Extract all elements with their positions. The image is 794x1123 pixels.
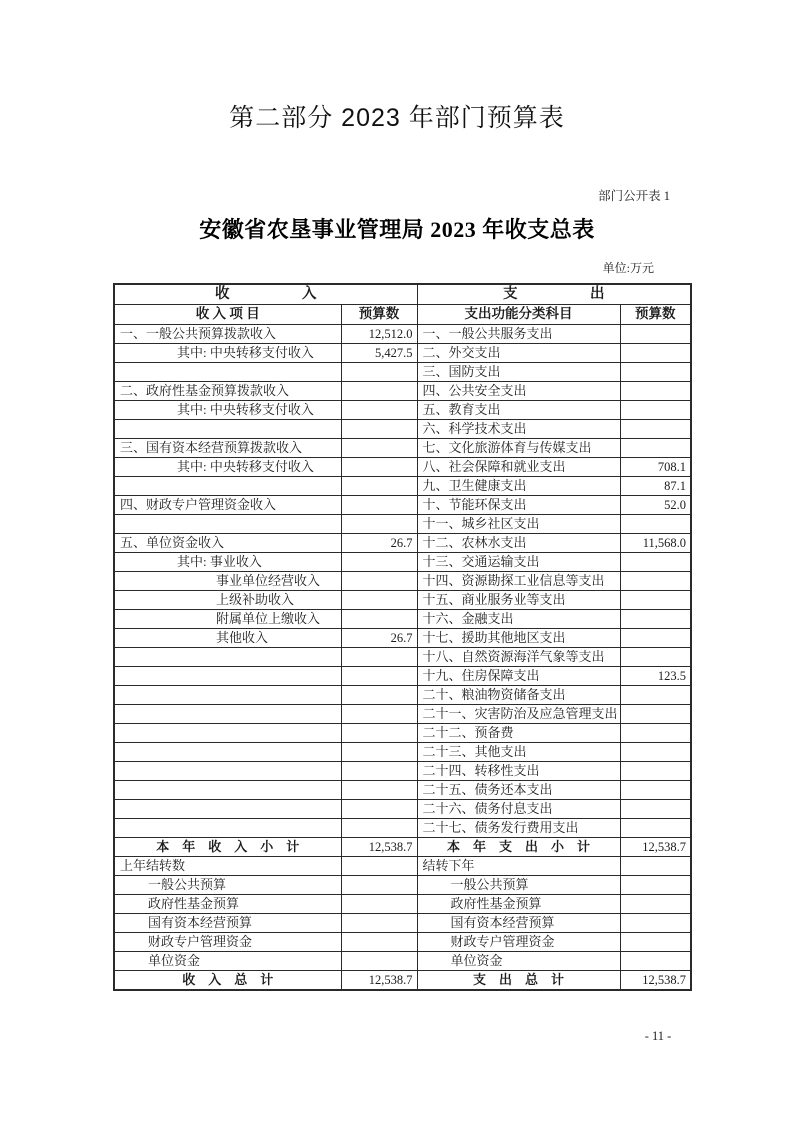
income-budget-cell bbox=[341, 609, 417, 628]
expense-item-cell: 二十七、债务发行费用支出 bbox=[417, 818, 620, 837]
table-row bbox=[114, 913, 691, 932]
income-budget-cell bbox=[341, 457, 417, 476]
income-budget-cell bbox=[341, 476, 417, 495]
income-item-cell bbox=[114, 704, 341, 723]
income-budget-cell bbox=[341, 742, 417, 761]
table-row bbox=[114, 514, 691, 533]
expense-budget-cell bbox=[620, 609, 691, 628]
expense-budget-cell: 123.5 bbox=[620, 666, 691, 685]
income-budget-cell bbox=[341, 666, 417, 685]
expense-item-cell: 十、节能环保支出 bbox=[417, 495, 620, 514]
expense-item-cell: 二十二、预备费 bbox=[417, 723, 620, 742]
table-row bbox=[114, 438, 691, 457]
income-item-cell: 上级补助收入 bbox=[114, 590, 341, 609]
table-row bbox=[114, 894, 691, 913]
income-budget-cell: 12,512.0 bbox=[341, 324, 417, 343]
expense-item-cell: 支 出 总 计 bbox=[417, 970, 620, 990]
expense-item-cell: 六、科学技术支出 bbox=[417, 419, 620, 438]
expense-item-cell: 十九、住房保障支出 bbox=[417, 666, 620, 685]
income-budget-cell bbox=[341, 894, 417, 913]
income-budget-cell bbox=[341, 875, 417, 894]
expense-item-cell: 一般公共预算 bbox=[417, 875, 620, 894]
income-item-cell bbox=[114, 742, 341, 761]
income-budget-cell bbox=[341, 381, 417, 400]
expense-group-header: 支 出 bbox=[417, 284, 691, 304]
expense-budget-cell bbox=[620, 400, 691, 419]
income-budget-cell bbox=[341, 419, 417, 438]
income-budget-cell bbox=[341, 818, 417, 837]
expense-budget-cell bbox=[620, 628, 691, 647]
table-row bbox=[114, 951, 691, 970]
expense-budget-cell: 708.1 bbox=[620, 457, 691, 476]
expense-budget-cell bbox=[620, 438, 691, 457]
expense-budget-cell bbox=[620, 343, 691, 362]
expense-budget-cell bbox=[620, 324, 691, 343]
income-budget-cell bbox=[341, 932, 417, 951]
expense-item-cell: 二十三、其他支出 bbox=[417, 742, 620, 761]
table-row bbox=[114, 495, 691, 514]
income-item-cell bbox=[114, 818, 341, 837]
table-row bbox=[114, 609, 691, 628]
income-item-cell bbox=[114, 761, 341, 780]
table-row bbox=[114, 628, 691, 647]
unit-note: 单位:万元 bbox=[602, 261, 654, 275]
income-budget-cell: 12,538.7 bbox=[341, 837, 417, 856]
budget-table-body bbox=[114, 324, 691, 990]
income-item-cell: 其中: 中央转移支付收入 bbox=[114, 400, 341, 419]
income-item-cell: 其中: 中央转移支付收入 bbox=[114, 457, 341, 476]
income-item-cell: 事业单位经营收入 bbox=[114, 571, 341, 590]
income-budget-cell bbox=[341, 856, 417, 875]
expense-budget-cell bbox=[620, 856, 691, 875]
table-row bbox=[114, 932, 691, 951]
expense-budget-cell bbox=[620, 704, 691, 723]
income-item-cell: 一、一般公共预算拨款收入 bbox=[114, 324, 341, 343]
income-budget-cell bbox=[341, 951, 417, 970]
subtotal-row bbox=[114, 837, 691, 856]
income-budget-cell bbox=[341, 552, 417, 571]
income-budget-cell bbox=[341, 799, 417, 818]
expense-item-cell: 十四、资源勘探工业信息等支出 bbox=[417, 571, 620, 590]
expense-item-cell: 十三、交通运输支出 bbox=[417, 552, 620, 571]
table-row bbox=[114, 457, 691, 476]
expense-item-cell: 四、公共安全支出 bbox=[417, 381, 620, 400]
expense-budget-cell bbox=[620, 590, 691, 609]
budget-table-header bbox=[114, 284, 691, 324]
income-budget-cell bbox=[341, 495, 417, 514]
expense-budget-cell bbox=[620, 647, 691, 666]
table-row bbox=[114, 666, 691, 685]
income-budget-cell: 12,538.7 bbox=[341, 970, 417, 990]
income-item-cell bbox=[114, 685, 341, 704]
table-row bbox=[114, 362, 691, 381]
table-row bbox=[114, 343, 691, 362]
income-item-cell: 其中: 中央转移支付收入 bbox=[114, 343, 341, 362]
table-row bbox=[114, 856, 691, 875]
expense-budget-cell bbox=[620, 742, 691, 761]
expense-budget-cell bbox=[620, 514, 691, 533]
table-row bbox=[114, 799, 691, 818]
expense-item-cell: 单位资金 bbox=[417, 951, 620, 970]
income-budget-cell bbox=[341, 704, 417, 723]
income-item-cell: 其他收入 bbox=[114, 628, 341, 647]
table-title: 安徽省农垦事业管理局 2023 年收支总表 bbox=[199, 217, 595, 242]
expense-budget-cell bbox=[620, 951, 691, 970]
income-item-cell bbox=[114, 780, 341, 799]
table-row bbox=[114, 875, 691, 894]
income-budget-cell bbox=[341, 438, 417, 457]
income-item-cell: 五、单位资金收入 bbox=[114, 533, 341, 552]
income-item-cell bbox=[114, 362, 341, 381]
expense-item-column-header: 支出功能分类科目 bbox=[417, 304, 620, 324]
expense-budget-cell bbox=[620, 419, 691, 438]
income-item-cell: 三、国有资本经营预算拨款收入 bbox=[114, 438, 341, 457]
page-number: - 11 - bbox=[644, 1029, 672, 1043]
income-budget-cell bbox=[341, 685, 417, 704]
table-row bbox=[114, 647, 691, 666]
expense-item-cell: 二十四、转移性支出 bbox=[417, 761, 620, 780]
income-budget-cell bbox=[341, 362, 417, 381]
expense-item-cell: 二十、粮油物资储备支出 bbox=[417, 685, 620, 704]
expense-item-cell: 九、卫生健康支出 bbox=[417, 476, 620, 495]
expense-budget-cell bbox=[620, 571, 691, 590]
table-row bbox=[114, 324, 691, 343]
table-row bbox=[114, 704, 691, 723]
expense-item-cell: 七、文化旅游体育与传媒支出 bbox=[417, 438, 620, 457]
expense-budget-cell bbox=[620, 913, 691, 932]
table-row bbox=[114, 400, 691, 419]
income-item-cell bbox=[114, 723, 341, 742]
column-header-row bbox=[114, 304, 691, 324]
expense-item-cell: 国有资本经营预算 bbox=[417, 913, 620, 932]
expense-item-cell: 十八、自然资源海洋气象等支出 bbox=[417, 647, 620, 666]
expense-budget-cell bbox=[620, 875, 691, 894]
income-item-cell: 单位资金 bbox=[114, 951, 341, 970]
income-item-cell: 上年结转数 bbox=[114, 856, 341, 875]
expense-budget-cell bbox=[620, 761, 691, 780]
expense-budget-cell bbox=[620, 552, 691, 571]
income-item-column-header: 收 入 项 目 bbox=[114, 304, 341, 324]
table-row bbox=[114, 780, 691, 799]
section-title: 第二部分 2023 年部门预算表 bbox=[229, 104, 565, 132]
income-budget-cell bbox=[341, 400, 417, 419]
expense-item-cell: 二十一、灾害防治及应急管理支出 bbox=[417, 704, 620, 723]
table-label: 部门公开表 1 bbox=[598, 189, 670, 203]
expense-item-cell: 十五、商业服务业等支出 bbox=[417, 590, 620, 609]
table-row bbox=[114, 381, 691, 400]
table-row bbox=[114, 742, 691, 761]
expense-item-cell: 五、教育支出 bbox=[417, 400, 620, 419]
expense-item-cell: 结转下年 bbox=[417, 856, 620, 875]
expense-item-cell: 十一、城乡社区支出 bbox=[417, 514, 620, 533]
income-budget-cell bbox=[341, 723, 417, 742]
table-row bbox=[114, 723, 691, 742]
income-budget-cell: 5,427.5 bbox=[341, 343, 417, 362]
expense-budget-cell: 11,568.0 bbox=[620, 533, 691, 552]
table-row bbox=[114, 533, 691, 552]
income-item-cell: 其中: 事业收入 bbox=[114, 552, 341, 571]
expense-item-cell: 财政专户管理资金 bbox=[417, 932, 620, 951]
income-item-cell bbox=[114, 647, 341, 666]
expense-item-cell: 八、社会保障和就业支出 bbox=[417, 457, 620, 476]
expense-item-cell: 二十六、债务付息支出 bbox=[417, 799, 620, 818]
income-item-cell: 收 入 总 计 bbox=[114, 970, 341, 990]
total-row bbox=[114, 970, 691, 990]
income-budget-column-header: 预算数 bbox=[341, 304, 417, 324]
income-budget-cell: 26.7 bbox=[341, 628, 417, 647]
expense-item-cell: 十二、农林水支出 bbox=[417, 533, 620, 552]
table-row bbox=[114, 818, 691, 837]
expense-budget-cell bbox=[620, 932, 691, 951]
expense-budget-cell bbox=[620, 723, 691, 742]
income-budget-cell bbox=[341, 590, 417, 609]
expense-item-cell: 本 年 支 出 小 计 bbox=[417, 837, 620, 856]
table-row bbox=[114, 476, 691, 495]
table-row bbox=[114, 419, 691, 438]
expense-item-cell: 二、外交支出 bbox=[417, 343, 620, 362]
budget-table bbox=[113, 283, 692, 991]
income-item-cell bbox=[114, 666, 341, 685]
income-budget-cell bbox=[341, 571, 417, 590]
income-item-cell: 四、财政专户管理资金收入 bbox=[114, 495, 341, 514]
expense-budget-cell bbox=[620, 799, 691, 818]
income-item-cell: 附属单位上缴收入 bbox=[114, 609, 341, 628]
expense-budget-cell: 12,538.7 bbox=[620, 837, 691, 856]
expense-item-cell: 十七、援助其他地区支出 bbox=[417, 628, 620, 647]
expense-budget-cell: 12,538.7 bbox=[620, 970, 691, 990]
income-item-cell: 政府性基金预算 bbox=[114, 894, 341, 913]
expense-item-cell: 二十五、债务还本支出 bbox=[417, 780, 620, 799]
expense-budget-cell bbox=[620, 685, 691, 704]
expense-item-cell: 十六、金融支出 bbox=[417, 609, 620, 628]
income-item-cell bbox=[114, 476, 341, 495]
income-budget-cell: 26.7 bbox=[341, 533, 417, 552]
income-budget-cell bbox=[341, 647, 417, 666]
table-row bbox=[114, 552, 691, 571]
expense-budget-cell: 52.0 bbox=[620, 495, 691, 514]
income-item-cell: 本 年 收 入 小 计 bbox=[114, 837, 341, 856]
income-group-header: 收 入 bbox=[114, 284, 417, 304]
expense-budget-cell bbox=[620, 780, 691, 799]
expense-budget-cell bbox=[620, 894, 691, 913]
expense-budget-column-header: 预算数 bbox=[620, 304, 691, 324]
income-item-cell bbox=[114, 799, 341, 818]
income-budget-cell bbox=[341, 913, 417, 932]
income-item-cell: 国有资本经营预算 bbox=[114, 913, 341, 932]
expense-item-cell: 一、一般公共服务支出 bbox=[417, 324, 620, 343]
table-row bbox=[114, 761, 691, 780]
expense-budget-cell bbox=[620, 818, 691, 837]
income-item-cell bbox=[114, 419, 341, 438]
expense-budget-cell bbox=[620, 381, 691, 400]
income-budget-cell bbox=[341, 761, 417, 780]
income-item-cell: 财政专户管理资金 bbox=[114, 932, 341, 951]
income-item-cell: 二、政府性基金预算拨款收入 bbox=[114, 381, 341, 400]
income-budget-cell bbox=[341, 514, 417, 533]
expense-item-cell: 三、国防支出 bbox=[417, 362, 620, 381]
expense-budget-cell bbox=[620, 362, 691, 381]
table-row bbox=[114, 571, 691, 590]
expense-budget-cell: 87.1 bbox=[620, 476, 691, 495]
income-budget-cell bbox=[341, 780, 417, 799]
income-item-cell: 一般公共预算 bbox=[114, 875, 341, 894]
expense-item-cell: 政府性基金预算 bbox=[417, 894, 620, 913]
table-row bbox=[114, 590, 691, 609]
group-header-row bbox=[114, 284, 691, 304]
table-row bbox=[114, 685, 691, 704]
income-item-cell bbox=[114, 514, 341, 533]
